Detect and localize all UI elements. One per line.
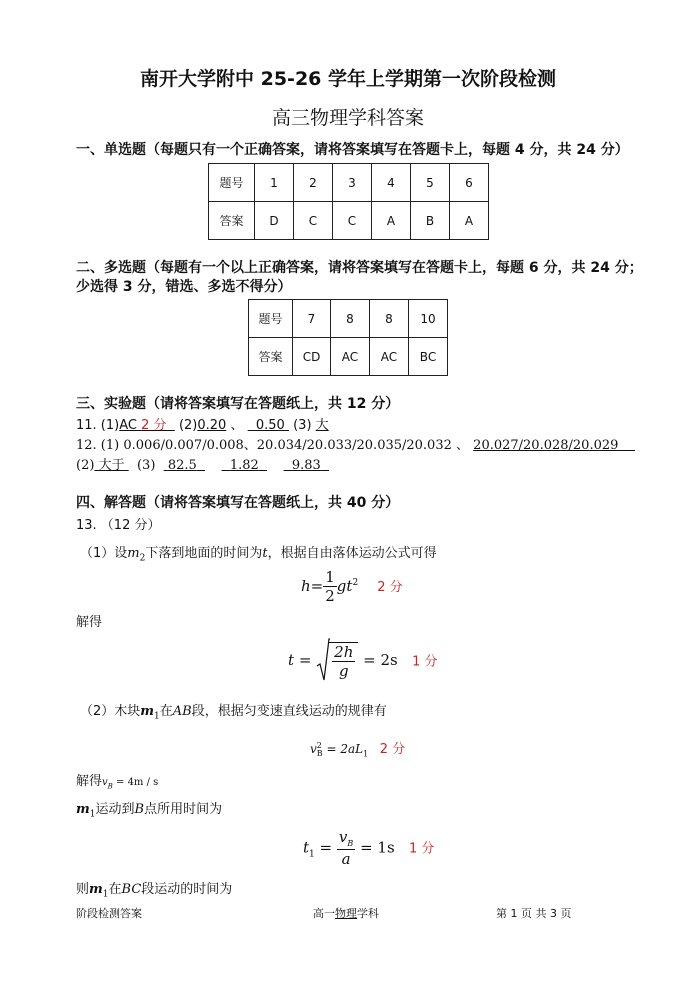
q12-answer-1: 0.006/0.007/0.008、20.034/20.033/20.035/20.032 [123, 438, 452, 453]
formula-time: t = $\frac{2h}{g}$ = 2s 1 分 [288, 638, 437, 682]
table-cell: AC [331, 338, 370, 376]
footer-center: 高一物理学科 [313, 907, 379, 920]
score-mark: 2 分 [377, 580, 403, 595]
table-cell: 5 [411, 164, 450, 202]
table-cell: 8 [331, 300, 370, 338]
q11-part3: (3) [293, 418, 312, 433]
table-cell: D [255, 202, 294, 240]
table-cell: C [294, 202, 333, 240]
part1-intro: （1）设$m_2$下落到地面的时间为t，根据自由落体运动公式可得 [80, 546, 437, 564]
table-cell: 3 [333, 164, 372, 202]
q12-part3: (3) [136, 458, 156, 473]
table-cell: AC [370, 338, 409, 376]
table-cell: 7 [293, 300, 331, 338]
score-mark: 1 分 [412, 654, 438, 670]
table-label-answer: 答案 [209, 202, 255, 240]
table-cell: 10 [409, 300, 448, 338]
q11-sep: 、 [230, 418, 244, 433]
section2-heading-line1: 二、多选题（每题有一个以上正确答案，请将答案填写在答题卡上，每题 6 分，共 24 分； [76, 260, 643, 276]
table-cell: 2 [294, 164, 333, 202]
page-subtitle: 高三物理学科答案 [271, 107, 424, 129]
table-cell: A [450, 202, 489, 240]
q12-answer-line1 [76, 434, 635, 453]
table-cell: A [372, 202, 411, 240]
q12-answer-5: 1.82 [229, 458, 259, 473]
single-choice-table [208, 163, 489, 240]
formula-t1: $t_1$ = $\frac{v_B}{a}$ = 1s 1 分 [303, 828, 435, 868]
table-cell: C [333, 202, 372, 240]
table-cell: 1 [255, 164, 294, 202]
q12-answer-line2 [76, 454, 329, 473]
solve-label-2: 解得$v_B = 4m / s$ [76, 774, 159, 791]
q11-answer-2: 0.20 [197, 418, 227, 433]
solve-label-1: 解得 [76, 615, 103, 630]
section4-heading: 四、解答题（请将答案填写在答题纸上，共 40 分） [76, 495, 400, 511]
table-label-question: 题号 [249, 300, 293, 338]
score-mark: 2 分 [379, 742, 406, 757]
table-label-answer: 答案 [249, 338, 293, 376]
part2-intro: （2）木块$m_1$在AB段，根据匀变速直线运动的规律有 [80, 704, 387, 722]
q12-part2: (2) [76, 458, 95, 473]
footer-page-number: 第 1 页 共 3 页 [496, 907, 572, 920]
q12-answer-6: 9.83 [291, 458, 321, 473]
table-cell: B [411, 202, 450, 240]
score-mark: 1 分 [408, 841, 435, 857]
m1-to-b-line: $m_1$运动到B点所用时间为 [76, 802, 223, 820]
footer-left: 阶段检测答案 [76, 907, 142, 920]
q11-answer-1: AC 2 分 [119, 418, 167, 433]
section1-heading: 一、单选题（每题只有一个正确答案，请将答案填写在答题卡上，每题 4 分，共 24 分） [76, 142, 629, 158]
table-cell: 8 [370, 300, 409, 338]
q13-label: 13. （12 分） [76, 518, 161, 533]
q11-answer-4: 大 [315, 418, 329, 433]
table-cell: BC [409, 338, 448, 376]
page-title: 南开大学附中 25-26 学年上学期第一次阶段检测 [140, 68, 556, 90]
q11-answer-line [76, 414, 329, 433]
q12-prefix: 12. (1) [76, 438, 120, 453]
bc-time-line: 则$m_1$在BC段运动的时间为 [76, 882, 233, 900]
q11-answer-3: 0.50 [255, 418, 285, 433]
formula-kinematics: v 2 B = $2aL_1$ 2 分 [310, 740, 406, 759]
q11-prefix: 11. (1) [76, 418, 120, 433]
section2-heading-line2: 少选得 3 分，错选、多选不得分） [76, 279, 292, 295]
q12-answer-3: 大于 [98, 458, 125, 473]
table-cell: 4 [372, 164, 411, 202]
q11-part2: (2) [178, 418, 198, 433]
multi-choice-table [248, 299, 448, 376]
table-label-question: 题号 [209, 164, 255, 202]
q12-answer-4: 82.5 [167, 458, 197, 473]
sqrt-sign [316, 638, 330, 682]
table-cell: CD [293, 338, 331, 376]
table-cell: 6 [450, 164, 489, 202]
section3-heading: 三、实验题（请将答案填写在答题纸上，共 12 分） [76, 396, 400, 412]
q12-sep: 、 [456, 438, 470, 453]
q12-answer-2: 20.027/20.028/20.029 [473, 438, 619, 453]
formula-free-fall: h= $\frac{1}{2}$ $gt^2$ 2 分 [301, 568, 403, 605]
